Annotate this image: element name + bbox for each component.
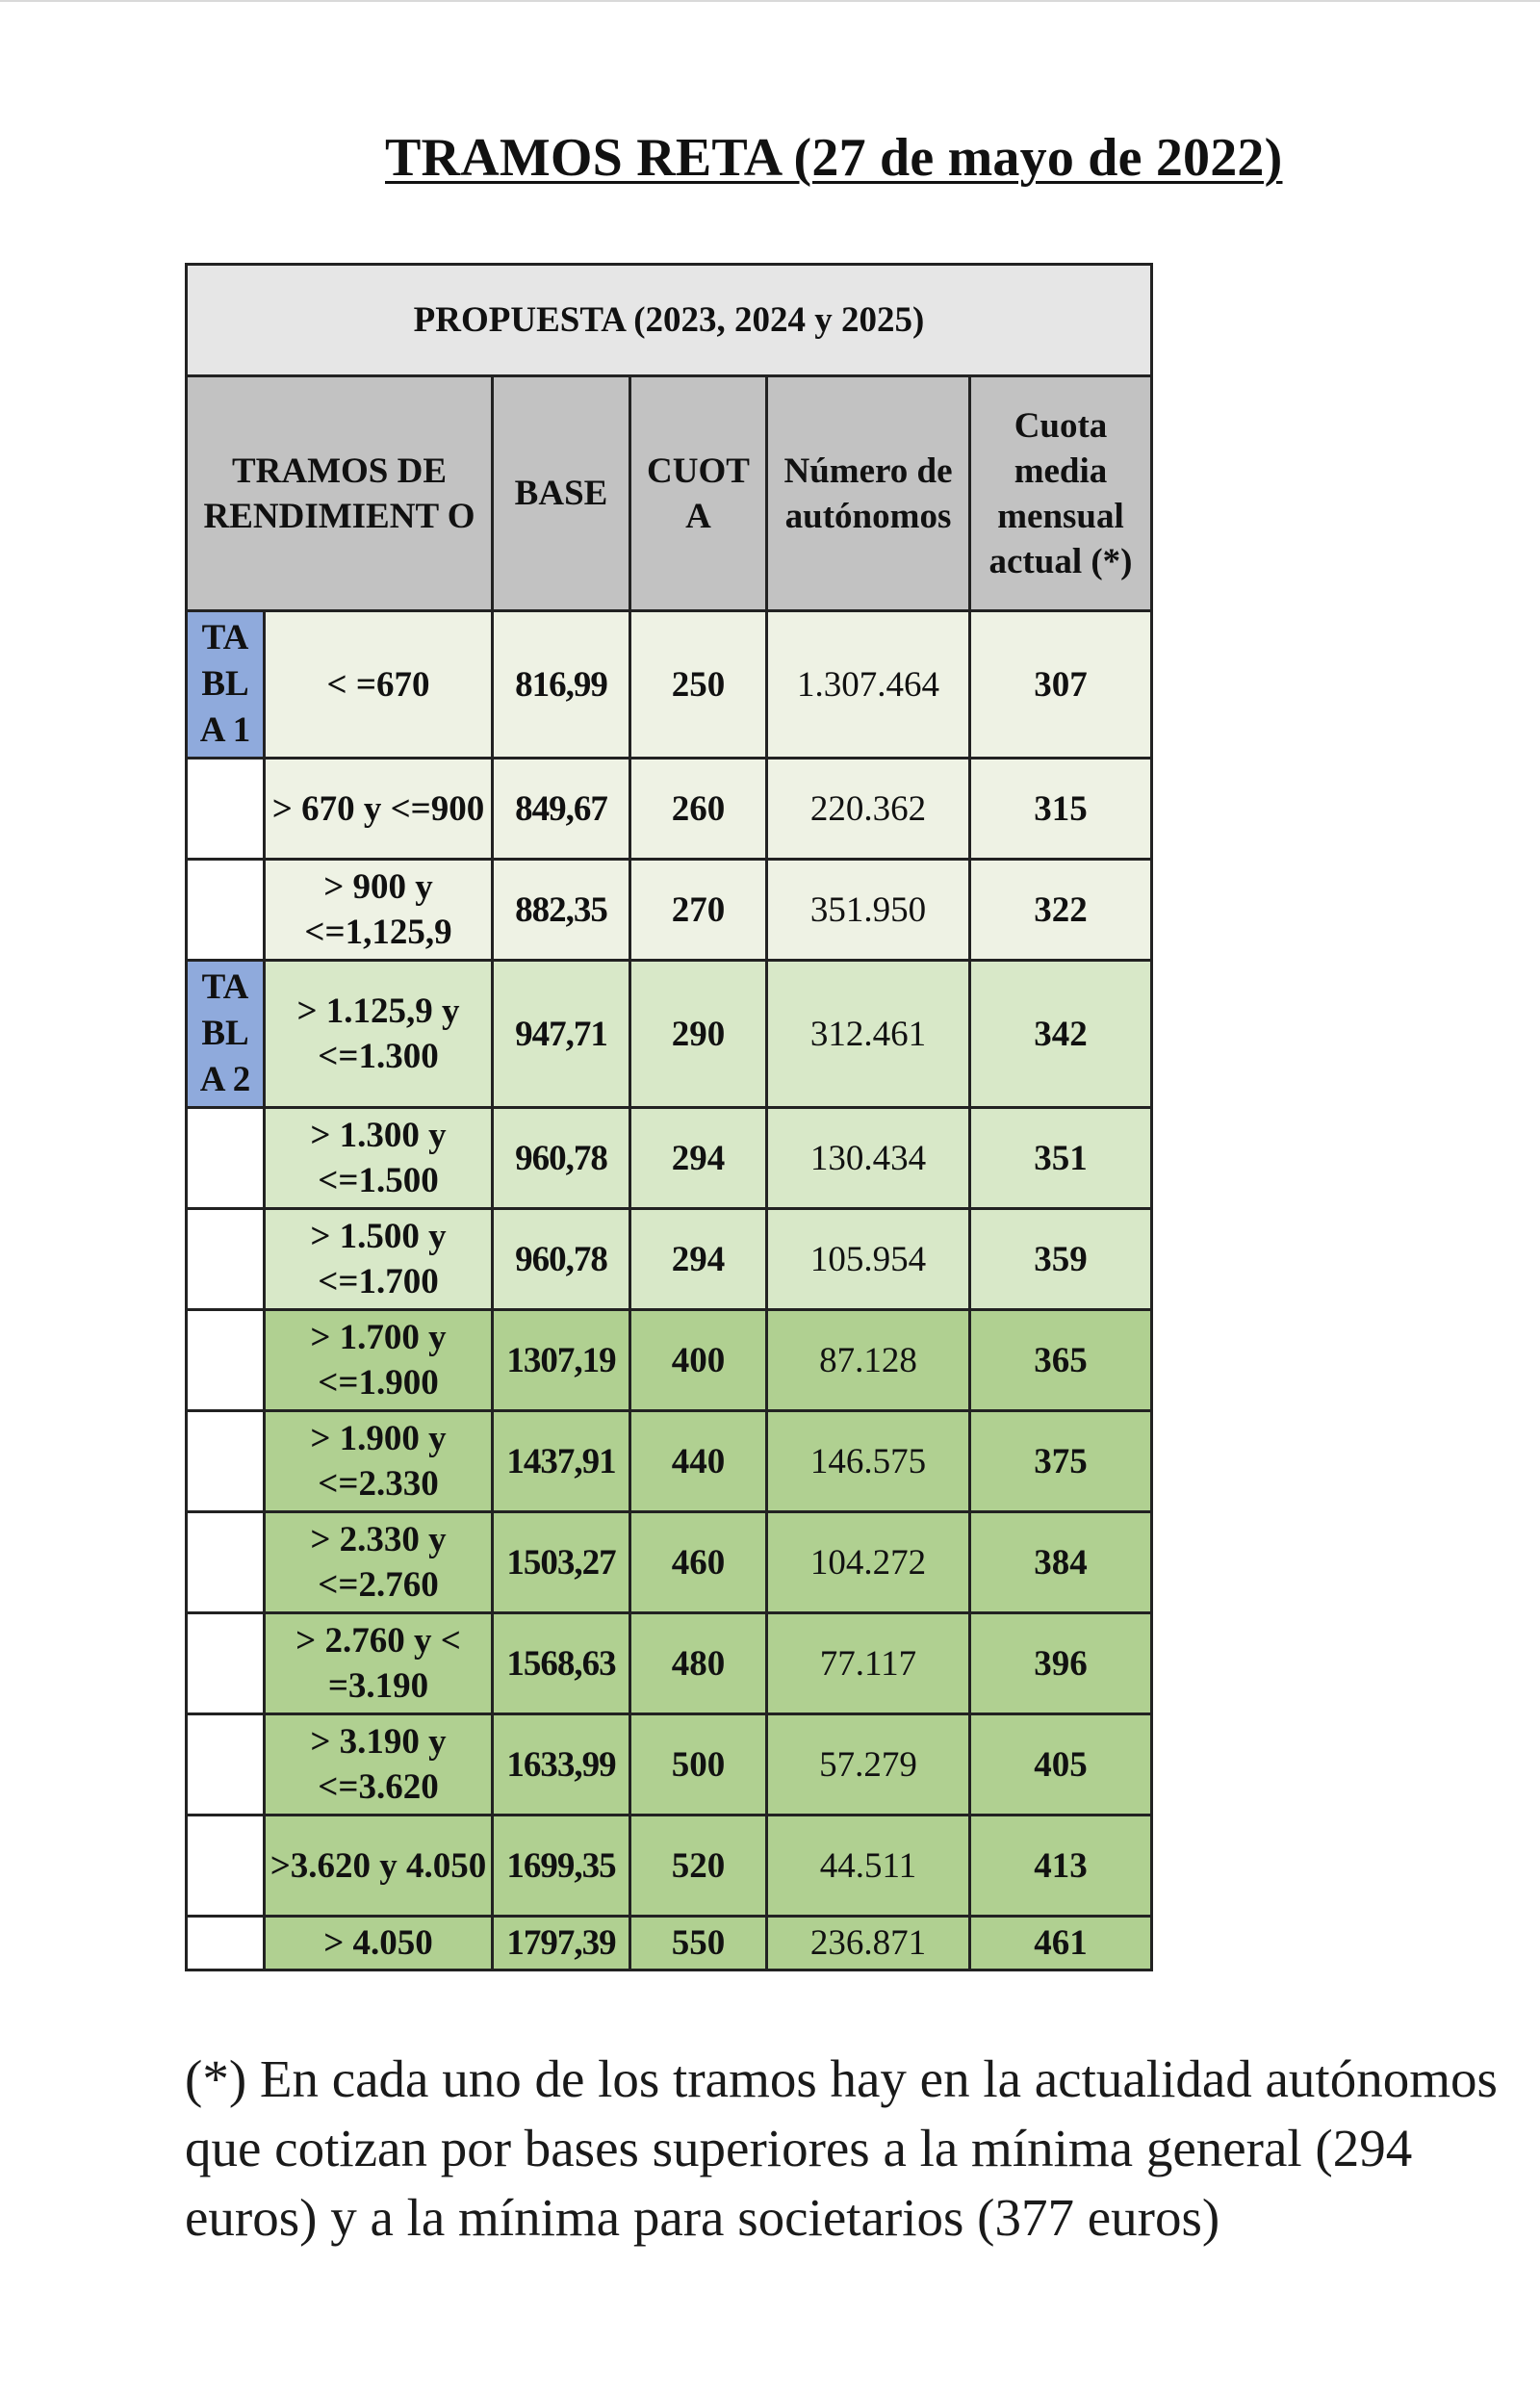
table-row — [187, 1209, 1152, 1310]
empty-label-cell — [187, 759, 265, 860]
autonomos-cell: 1.307.464 — [767, 611, 970, 759]
table-row — [187, 1816, 1152, 1917]
base-cell: 1699,35 — [493, 1816, 630, 1917]
table-row — [187, 961, 1152, 1108]
autonomos-cell: 130.434 — [767, 1108, 970, 1209]
empty-label-cell — [187, 1512, 265, 1613]
base-cell: 1633,99 — [493, 1714, 630, 1816]
tramo-cell: > 2.760 y < =3.190 — [265, 1613, 493, 1714]
page-title: TRAMOS RETA (27 de mayo de 2022) — [385, 128, 1283, 188]
cuota-cell: 480 — [630, 1613, 767, 1714]
autonomos-cell: 104.272 — [767, 1512, 970, 1613]
base-cell: 960,78 — [493, 1209, 630, 1310]
base-cell: 882,35 — [493, 860, 630, 961]
cuota-cell: 520 — [630, 1816, 767, 1917]
col-header-cuota: CUOT A — [630, 376, 767, 611]
cuota-media-cell: 351 — [970, 1108, 1152, 1209]
table-row — [187, 1310, 1152, 1411]
cuota-media-cell: 461 — [970, 1917, 1152, 1970]
autonomos-cell: 57.279 — [767, 1714, 970, 1816]
tramo-cell: > 1.900 y <=2.330 — [265, 1411, 493, 1512]
base-cell: 849,67 — [493, 759, 630, 860]
base-cell: 1568,63 — [493, 1613, 630, 1714]
tramo-cell: > 1.500 y <=1.700 — [265, 1209, 493, 1310]
autonomos-cell: 146.575 — [767, 1411, 970, 1512]
tramo-cell: > 1.125,9 y <=1.300 — [265, 961, 493, 1108]
col-header-tramos: TRAMOS DE RENDIMIENT O — [187, 376, 493, 611]
cuota-media-cell: 384 — [970, 1512, 1152, 1613]
tramo-cell: >3.620 y 4.050 — [265, 1816, 493, 1917]
cuota-cell: 260 — [630, 759, 767, 860]
table-row — [187, 1108, 1152, 1209]
cuota-media-cell: 315 — [970, 759, 1152, 860]
footnote: (*) En cada uno de los tramos hay en la actualidad autónomos que cotizan por bases superiores a la mínima general (294 euros) y a la mínima para societarios (377 euros) — [185, 2049, 1498, 2247]
tramo-cell: > 3.190 y <=3.620 — [265, 1714, 493, 1816]
empty-label-cell — [187, 1816, 265, 1917]
table-row — [187, 1714, 1152, 1816]
col-header-autonomos: Número de autónomos — [767, 376, 970, 611]
top-divider-line — [0, 0, 1540, 2]
autonomos-cell: 220.362 — [767, 759, 970, 860]
table-row — [187, 1917, 1152, 1970]
cuota-cell: 294 — [630, 1209, 767, 1310]
autonomos-cell: 312.461 — [767, 961, 970, 1108]
tramo-cell: > 670 y <=900 — [265, 759, 493, 860]
tramo-cell: > 900 y <=1,125,9 — [265, 860, 493, 961]
cuota-cell: 500 — [630, 1714, 767, 1816]
cuota-media-cell: 307 — [970, 611, 1152, 759]
cuota-cell: 440 — [630, 1411, 767, 1512]
empty-label-cell — [187, 1917, 265, 1970]
cuota-cell: 270 — [630, 860, 767, 961]
autonomos-cell: 77.117 — [767, 1613, 970, 1714]
cuota-cell: 250 — [630, 611, 767, 759]
table-row — [187, 759, 1152, 860]
autonomos-cell: 87.128 — [767, 1310, 970, 1411]
autonomos-cell: 105.954 — [767, 1209, 970, 1310]
cuota-cell: 550 — [630, 1917, 767, 1970]
tramo-cell: < =670 — [265, 611, 493, 759]
column-header-row — [187, 376, 1152, 611]
cuota-media-cell: 342 — [970, 961, 1152, 1108]
cuota-cell: 294 — [630, 1108, 767, 1209]
tramos-table — [185, 263, 1153, 1971]
tramo-cell: > 2.330 y <=2.760 — [265, 1512, 493, 1613]
empty-label-cell — [187, 860, 265, 961]
cuota-media-cell: 405 — [970, 1714, 1152, 1816]
cuota-media-cell: 322 — [970, 860, 1152, 961]
cuota-cell: 400 — [630, 1310, 767, 1411]
tramo-cell: > 1.300 y <=1.500 — [265, 1108, 493, 1209]
tabla-1-label: TA BL A 1 — [187, 611, 265, 759]
cuota-media-cell: 413 — [970, 1816, 1152, 1917]
base-cell: 960,78 — [493, 1108, 630, 1209]
empty-label-cell — [187, 1209, 265, 1310]
empty-label-cell — [187, 1108, 265, 1209]
table-row — [187, 611, 1152, 759]
table-row — [187, 1613, 1152, 1714]
base-cell: 816,99 — [493, 611, 630, 759]
autonomos-cell: 351.950 — [767, 860, 970, 961]
autonomos-cell: 236.871 — [767, 1917, 970, 1970]
cuota-cell: 290 — [630, 961, 767, 1108]
proposal-header: PROPUESTA (2023, 2024 y 2025) — [187, 265, 1152, 376]
table-row — [187, 860, 1152, 961]
base-cell: 1797,39 — [493, 1917, 630, 1970]
cuota-media-cell: 359 — [970, 1209, 1152, 1310]
table-row — [187, 1512, 1152, 1613]
col-header-cuota-media: Cuota media mensual actual (*) — [970, 376, 1152, 611]
empty-label-cell — [187, 1613, 265, 1714]
empty-label-cell — [187, 1310, 265, 1411]
col-header-base: BASE — [493, 376, 630, 611]
base-cell: 947,71 — [493, 961, 630, 1108]
base-cell: 1503,27 — [493, 1512, 630, 1613]
empty-label-cell — [187, 1411, 265, 1512]
proposal-header-row — [187, 265, 1152, 376]
cuota-media-cell: 375 — [970, 1411, 1152, 1512]
tramo-cell: > 4.050 — [265, 1917, 493, 1970]
autonomos-cell: 44.511 — [767, 1816, 970, 1917]
cuota-cell: 460 — [630, 1512, 767, 1613]
tramo-cell: > 1.700 y <=1.900 — [265, 1310, 493, 1411]
base-cell: 1437,91 — [493, 1411, 630, 1512]
table-row — [187, 1411, 1152, 1512]
base-cell: 1307,19 — [493, 1310, 630, 1411]
cuota-media-cell: 396 — [970, 1613, 1152, 1714]
empty-label-cell — [187, 1714, 265, 1816]
cuota-media-cell: 365 — [970, 1310, 1152, 1411]
tabla-2-label: TA BL A 2 — [187, 961, 265, 1108]
